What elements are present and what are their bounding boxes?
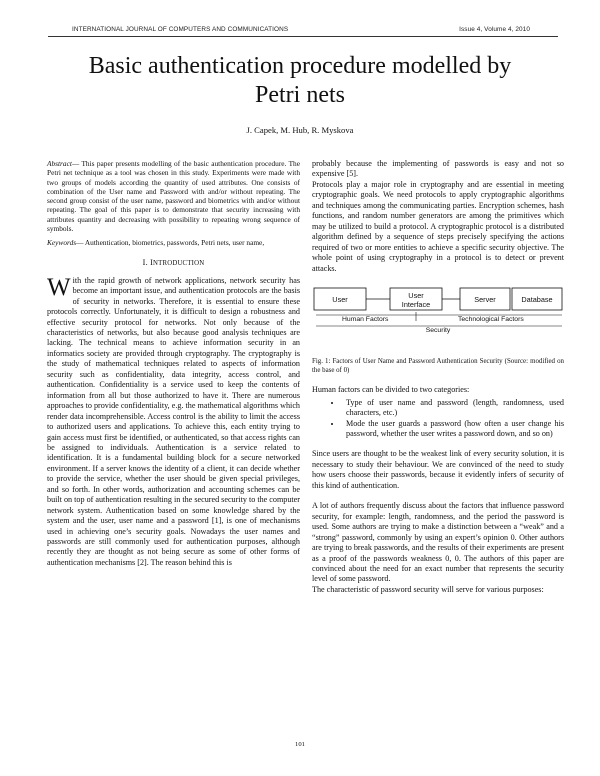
human-factors-label: Human Factors [342, 315, 389, 323]
header-rule [48, 36, 558, 37]
list-item: • Mode the user guards a password (how often a user change his password, whether the user writes a password down, and so on) [342, 419, 564, 440]
title-line-1: Basic authentication procedure modelled by [88, 53, 512, 79]
title-line-2: Petri nets [255, 82, 345, 108]
user-interface-box-label: User [408, 290, 424, 300]
left-column [47, 159, 300, 568]
page-number: 101 [295, 741, 305, 748]
human-factors-list [312, 398, 564, 440]
user-box-label: User [332, 294, 348, 304]
intro-text: ith the rapid growth of network applications, network security has become an important issue, and authentication protocols are the basis of security in networks. Therefore, it is essential to ensure these protocols correctly. Unfortunately, it is difficult to design a robustness and effective security protocol for networks. Not only because of the characteristics of networks, but also because good analysis techniques are lacking. The technical means to achieve information security in an informatics society are provided through cryptography. The cryptography is the study of mathematical techniques related to aspects of information security such as confidentiality, data integrity, access control, and authentication. Confidentiality is a service used to keep the contents of information from all but those authorized to have it. There are numerous approaches to provide confidentiality, e.g. the mathematical algorithms which render data incomprehensible. Access control is the ability to limit the access to authorized users and applications. To achieve this, each entity trying to gain access must first be identified, or authenticated, so that access rights can be assigned to individuals. Authentication is a service related to identification. It is a fundamental building block for a secure networked environment. If a server knows the identity of a client, it can decide whether to provide the service, whether the user should be given special privileges, and so forth. In other words, authorization and accounting schemes can be built on top of authentication resulting in the secured security to the computer network system. Authentication based on some knowledge shared by the system and the user, user name and a password [1], is one of mechanisms used in achieving one’s security goals. Nowadays the user names and passwords are still commonly used for authentication purposes, although recently they are thought as not being secure as some of other forms of authentication mechanisms [2]. The reason behind this is [47, 275, 300, 567]
figure-caption: Fig. 1: Factors of User Name and Password Authentication Security (Source: modified on the base of 0) [312, 357, 564, 374]
keywords-label: Keywords [47, 238, 77, 247]
spacer [312, 439, 564, 449]
paragraph-protocols: Protocols play a major role in cryptography and are essential in meeting cryptographic goals. We need protocols to apply cryptographic algorithms and techniques among the communicating parties. Encryption schemes, hash functions, and random number generators are among the primitives which may be utilized to build a protocol. A cryptographic protocol is a distributed algorithm defined by a sequence of steps precisely specifying the actions required of two or more entities to achieve a specific security objective. The whole point of using cryptography in a protocol is to detect or prevent attacks. [312, 179, 564, 273]
paragraph-weakest-link: Since users are thought to be the weakest link of every security solution, it is necessary to study their behaviour. We are convinced of the need to study how users choose their passwords, because it evidently infers of security of this kind of authentication. [312, 449, 564, 490]
intro-paragraph [47, 273, 300, 569]
paragraph-password-factors: A lot of authors frequently discuss about the factors that influence password security, for example: length, randomness, and the period the password is used. Some authors are trying to make a distinction between a “weak” and a “strong” password, commonly by using an expert’s opinion 0. Other authors are trying to break passwords, and the results of their experiments are present as a proof of the passwords weakness 0, 0. The authors of this paper are convinced about the need for an exact number that represents the security level of some password. [312, 501, 564, 584]
section-number: I. [142, 258, 148, 268]
running-header-journal: INTERNATIONAL JOURNAL OF COMPUTERS AND COMMUNICATIONS [72, 26, 289, 33]
section-heading-introduction [47, 258, 300, 269]
figure-1 [312, 280, 564, 354]
abstract [47, 159, 300, 233]
running-header-issue: Issue 4, Volume 4, 2010 [459, 26, 530, 33]
section-title-rest: NTRODUCTION [153, 260, 205, 268]
keywords [47, 238, 300, 247]
user-interface-box-label-2: Interface [401, 299, 431, 309]
keywords-text: — Authentication, biometrics, passwords, Petri nets, user name, [76, 238, 265, 247]
factors-diagram [312, 280, 564, 354]
human-factors-intro: Human factors can be divided to two categories: [312, 385, 470, 395]
section-title-first-letter: I [150, 258, 154, 268]
server-box-label: Server [474, 294, 496, 304]
security-label: Security [425, 326, 451, 334]
spacer [312, 375, 564, 385]
abstract-label: Abstract [47, 159, 72, 168]
author-list: J. Capek, M. Hub, R. Myskova [246, 125, 354, 135]
spacer [312, 491, 564, 501]
paper-title [60, 52, 540, 110]
paragraph-passwords-cost: probably because the implementing of passwords is easy and not so expensive [5]. [312, 159, 564, 179]
abstract-text: — This paper presents modelling of the basic authentication procedure. The Petri net technique as a tool was chosen in this study. Experiments were made with two groups of models according the quantity of used attributes. One consists of combination of the User name and Password with and/or without repeating. The second group consist of the user name, password and biometrics with and/or without repeating. The goal of this paper is to demonstrate that security increasing with attributes quantity and decreasing with possibility to repeating wrong sequence of symbols. [47, 159, 300, 233]
right-column [312, 159, 564, 595]
technological-factors-label: Technological Factors [458, 315, 524, 323]
database-box-label: Database [521, 294, 553, 304]
drop-cap: W [47, 273, 71, 301]
list-item: • Type of user name and password (length, randomness, used characters, etc.) [342, 398, 564, 419]
paragraph-purposes: The characteristic of password security will serve for various purposes: [312, 584, 544, 594]
